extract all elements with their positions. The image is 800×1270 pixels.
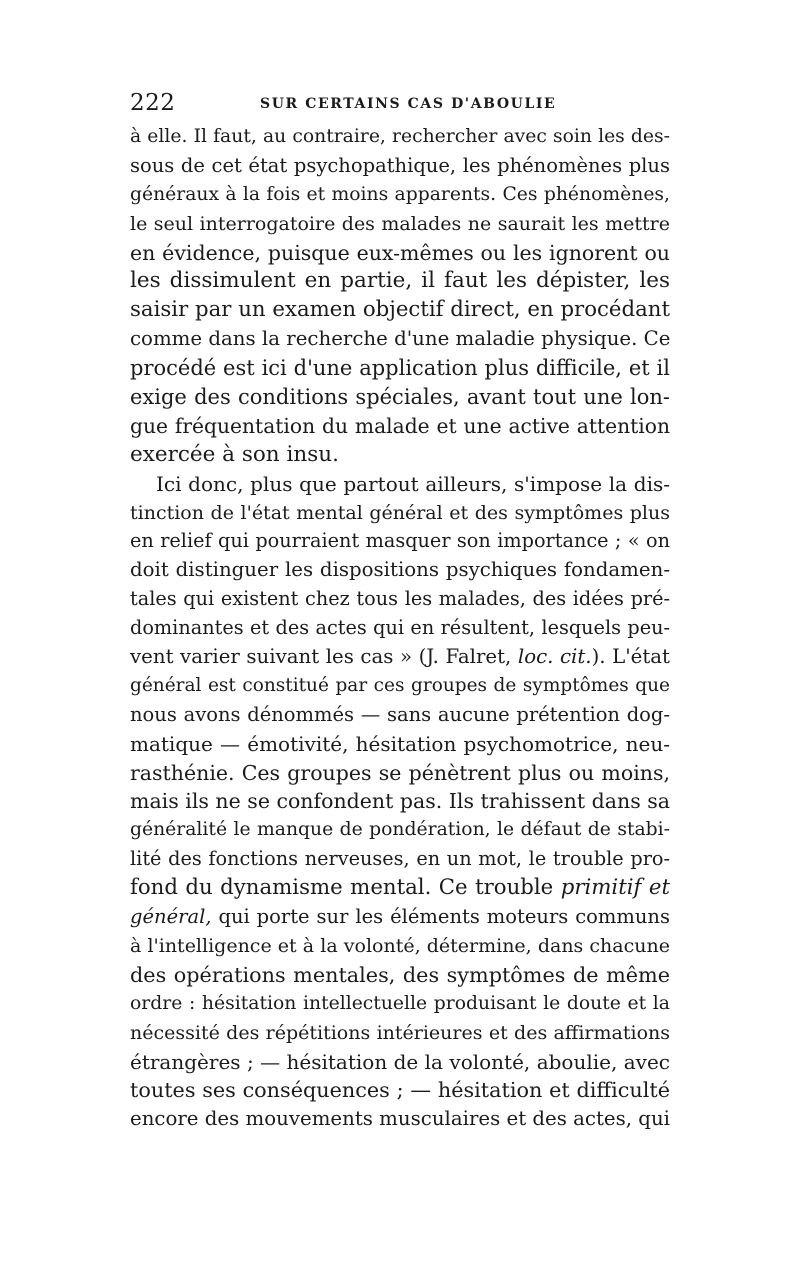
- citation-tail: ). L'état: [591, 645, 670, 669]
- italic-phrase: primitif et: [560, 875, 671, 901]
- text-line: nous avons dénommés — sans aucune prétention dog-: [130, 702, 670, 726]
- line-tail: qui porte sur les éléments moteurs communs: [211, 905, 670, 929]
- text-line: ordre : hésitation intellectuelle produisant le doute et la: [130, 992, 670, 1014]
- text-line: exige des conditions spéciales, avant tout une lon-: [130, 385, 670, 410]
- text-line: dominantes et des actes qui en résultent, lesquels peu-: [130, 616, 670, 640]
- text-line: tales qui existent chez tous les malades, des idées pré-: [130, 587, 670, 611]
- text-line: saisir par un examen objectif direct, en procédant: [130, 297, 670, 323]
- text-line: généraux à la fois et moins apparents. Ces phénomènes,: [130, 183, 670, 205]
- text-line: gue fréquentation du malade et une active attention: [130, 413, 670, 438]
- text-line: comme dans la recherche d'une maladie physique. Ce: [130, 327, 671, 351]
- text-line: doit distinguer les dispositions psychiques fondamen-: [130, 558, 670, 582]
- text-line: en évidence, puisque eux-mêmes ou les ignorent ou: [130, 240, 670, 265]
- text-line: à l'intelligence et à la volonté, détermine, dans chacune: [130, 934, 670, 957]
- text-line: matique — émotivité, hésitation psychomotrice, neu-: [130, 731, 670, 756]
- text-line-with-citation: [130, 643, 670, 672]
- text-line: général est constitué par ces groupes de symptômes que: [130, 674, 670, 696]
- citation-lead: vent varier suivant les cas » (J. Falret,: [130, 645, 518, 669]
- text-line: encore des mouvements musculaires et des actes, qui: [130, 1107, 670, 1131]
- text-line: le seul interrogatoire des malades ne saurait les mettre: [130, 212, 670, 235]
- text-line: étrangères ; — hésitation de la volonté, aboulie, avec: [130, 1049, 670, 1074]
- paragraph-end-line: exercée à son insu.: [130, 441, 339, 467]
- text-line: rasthénie. Ces groupes se pénètrent plus ou moins,: [130, 760, 670, 785]
- text-line: les dissimulent en partie, il faut les dépister, les: [130, 268, 670, 294]
- body-text: [130, 123, 670, 1134]
- line-lead: fond du dynamisme mental. Ce trouble: [130, 875, 561, 901]
- text-line: nécessité des répétitions intérieures et des affirmations: [130, 1021, 670, 1044]
- text-line: mais ils ne se confondent pas. Ils trahissent dans sa: [130, 789, 670, 814]
- page-header: [130, 90, 670, 120]
- text-line: toutes ses conséquences ; — hésitation et difficulté: [130, 1078, 670, 1103]
- paragraph-start-line: Ici donc, plus que partout ailleurs, s'impose la dis-: [156, 471, 670, 496]
- page-number: 222: [130, 90, 176, 116]
- text-line: lité des fonctions nerveuses, en un mot, le trouble pro-: [130, 847, 670, 871]
- text-line: sous de cet état psychopathique, les phénomènes plus: [130, 153, 670, 177]
- text-line: en relief qui pourraient masquer son importance ; « on: [130, 529, 670, 553]
- text-line: tinction de l'état mental général et des symptômes plus: [130, 501, 670, 524]
- text-line: à elle. Il faut, au contraire, rechercher avec soin les des-: [130, 126, 670, 147]
- text-line-with-italic: [130, 874, 670, 903]
- italic-phrase: général,: [130, 905, 212, 929]
- text-line: procédé est ici d'une application plus difficile, et il: [130, 356, 670, 381]
- citation-italic: loc. cit.: [517, 645, 592, 669]
- text-line-with-italic: [130, 903, 670, 932]
- text-line: des opérations mentales, des symptômes de même: [130, 962, 670, 987]
- running-title: SUR CERTAINS CAS D'ABOULIE: [260, 96, 557, 112]
- text-line: généralité le manque de pondération, le défaut de stabi-: [130, 819, 670, 841]
